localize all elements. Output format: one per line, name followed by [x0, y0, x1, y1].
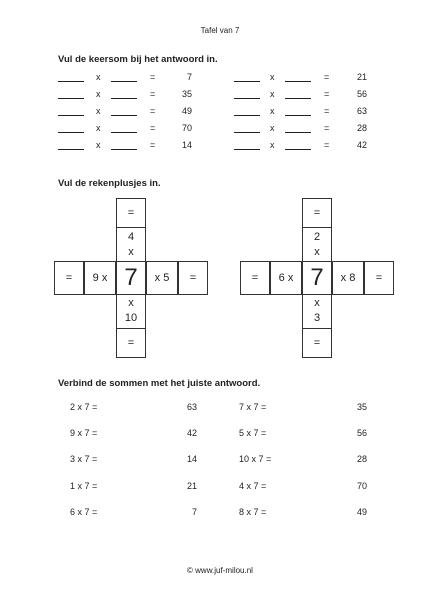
top-times-sign: x: [128, 246, 134, 258]
product-value: 42: [356, 140, 367, 150]
product-value: 49: [181, 106, 192, 116]
answer-blank[interactable]: [234, 115, 260, 116]
match-row: [0, 428, 440, 442]
bottom-answer-box[interactable]: =: [302, 328, 332, 358]
left-factor-box: 9 x: [84, 261, 116, 295]
bottom-answer-box[interactable]: =: [116, 328, 146, 358]
product-value: 28: [356, 123, 367, 133]
answer-right[interactable]: 28: [356, 454, 367, 464]
fill-row: [0, 106, 440, 120]
match-row: [0, 454, 440, 468]
section-2-heading: Vul de rekenplusjes in.: [58, 178, 161, 189]
answer-blank[interactable]: [285, 149, 311, 150]
answer-blank[interactable]: [234, 98, 260, 99]
equals-sign: =: [150, 106, 156, 116]
equals-sign: =: [324, 123, 330, 133]
product-value: 70: [181, 123, 192, 133]
answer-left[interactable]: 21: [186, 481, 197, 491]
times-sign: x: [270, 72, 275, 82]
top-factor: 2: [313, 231, 321, 243]
answer-blank[interactable]: [285, 81, 311, 82]
equals-sign: =: [150, 123, 156, 133]
match-row: [0, 507, 440, 521]
product-value: 56: [356, 89, 367, 99]
fill-row: [0, 72, 440, 86]
right-answer-box[interactable]: =: [364, 261, 394, 295]
fill-row: [0, 140, 440, 154]
bottom-times-sign: x: [314, 297, 320, 309]
answer-left[interactable]: 7: [191, 507, 197, 517]
top-answer-box[interactable]: =: [116, 198, 146, 228]
fill-row: [0, 123, 440, 137]
center-number-box: 7: [116, 261, 146, 295]
right-factor-box: x 8: [332, 261, 364, 295]
answer-right[interactable]: 70: [356, 481, 367, 491]
answer-blank[interactable]: [285, 115, 311, 116]
sum-right[interactable]: 10 x 7 =: [239, 454, 272, 464]
times-sign: x: [270, 140, 275, 150]
answer-blank[interactable]: [285, 98, 311, 99]
sum-left[interactable]: 9 x 7 =: [70, 428, 98, 438]
bottom-times-sign: x: [128, 297, 134, 309]
match-row: [0, 481, 440, 495]
answer-right[interactable]: 35: [356, 402, 367, 412]
bottom-factor: 3: [313, 312, 321, 324]
times-sign: x: [96, 106, 101, 116]
sum-right[interactable]: 4 x 7 =: [239, 481, 267, 491]
answer-blank[interactable]: [285, 132, 311, 133]
equals-sign: =: [324, 106, 330, 116]
sum-right[interactable]: 5 x 7 =: [239, 428, 267, 438]
times-sign: x: [270, 89, 275, 99]
product-value: 21: [356, 72, 367, 82]
equals-sign: =: [324, 140, 330, 150]
top-answer-box[interactable]: =: [302, 198, 332, 228]
product-value: 7: [186, 72, 192, 82]
sum-left[interactable]: 3 x 7 =: [70, 454, 98, 464]
answer-left[interactable]: 63: [186, 402, 197, 412]
sum-left[interactable]: 1 x 7 =: [70, 481, 98, 491]
answer-blank[interactable]: [234, 81, 260, 82]
answer-blank[interactable]: [234, 132, 260, 133]
sum-right[interactable]: 7 x 7 =: [239, 402, 267, 412]
product-value: 35: [181, 89, 192, 99]
answer-right[interactable]: 49: [356, 507, 367, 517]
equals-sign: =: [324, 72, 330, 82]
answer-blank[interactable]: [234, 149, 260, 150]
center-number-box: 7: [302, 261, 332, 295]
left-answer-box[interactable]: =: [240, 261, 270, 295]
sum-left[interactable]: 2 x 7 =: [70, 402, 98, 412]
left-factor-box: 6 x: [270, 261, 302, 295]
section-3-heading: Verbind de sommen met het juiste antwoord.: [58, 378, 261, 389]
bottom-factor: 10: [124, 312, 138, 324]
answer-left[interactable]: 42: [186, 428, 197, 438]
times-sign: x: [96, 123, 101, 133]
answer-right[interactable]: 56: [356, 428, 367, 438]
top-factor: 4: [127, 231, 135, 243]
top-times-sign: x: [314, 246, 320, 258]
times-sign: x: [96, 89, 101, 99]
product-value: 63: [356, 106, 367, 116]
right-factor-box: x 5: [146, 261, 178, 295]
sum-right[interactable]: 8 x 7 =: [239, 507, 267, 517]
section-1-heading: Vul de keersom bij het antwoord in.: [58, 54, 218, 65]
equals-sign: =: [150, 89, 156, 99]
equals-sign: =: [150, 140, 156, 150]
answer-left[interactable]: 14: [186, 454, 197, 464]
page-title: Tafel van 7: [200, 26, 240, 35]
right-answer-box[interactable]: =: [178, 261, 208, 295]
sum-left[interactable]: 6 x 7 =: [70, 507, 98, 517]
footer-credit: © www.juf-milou.nl: [187, 566, 253, 575]
match-row: [0, 402, 440, 416]
times-sign: x: [96, 72, 101, 82]
equals-sign: =: [150, 72, 156, 82]
product-value: 14: [181, 140, 192, 150]
times-sign: x: [270, 106, 275, 116]
times-sign: x: [270, 123, 275, 133]
times-sign: x: [96, 140, 101, 150]
equals-sign: =: [324, 89, 330, 99]
left-answer-box[interactable]: =: [54, 261, 84, 295]
fill-row: [0, 89, 440, 103]
